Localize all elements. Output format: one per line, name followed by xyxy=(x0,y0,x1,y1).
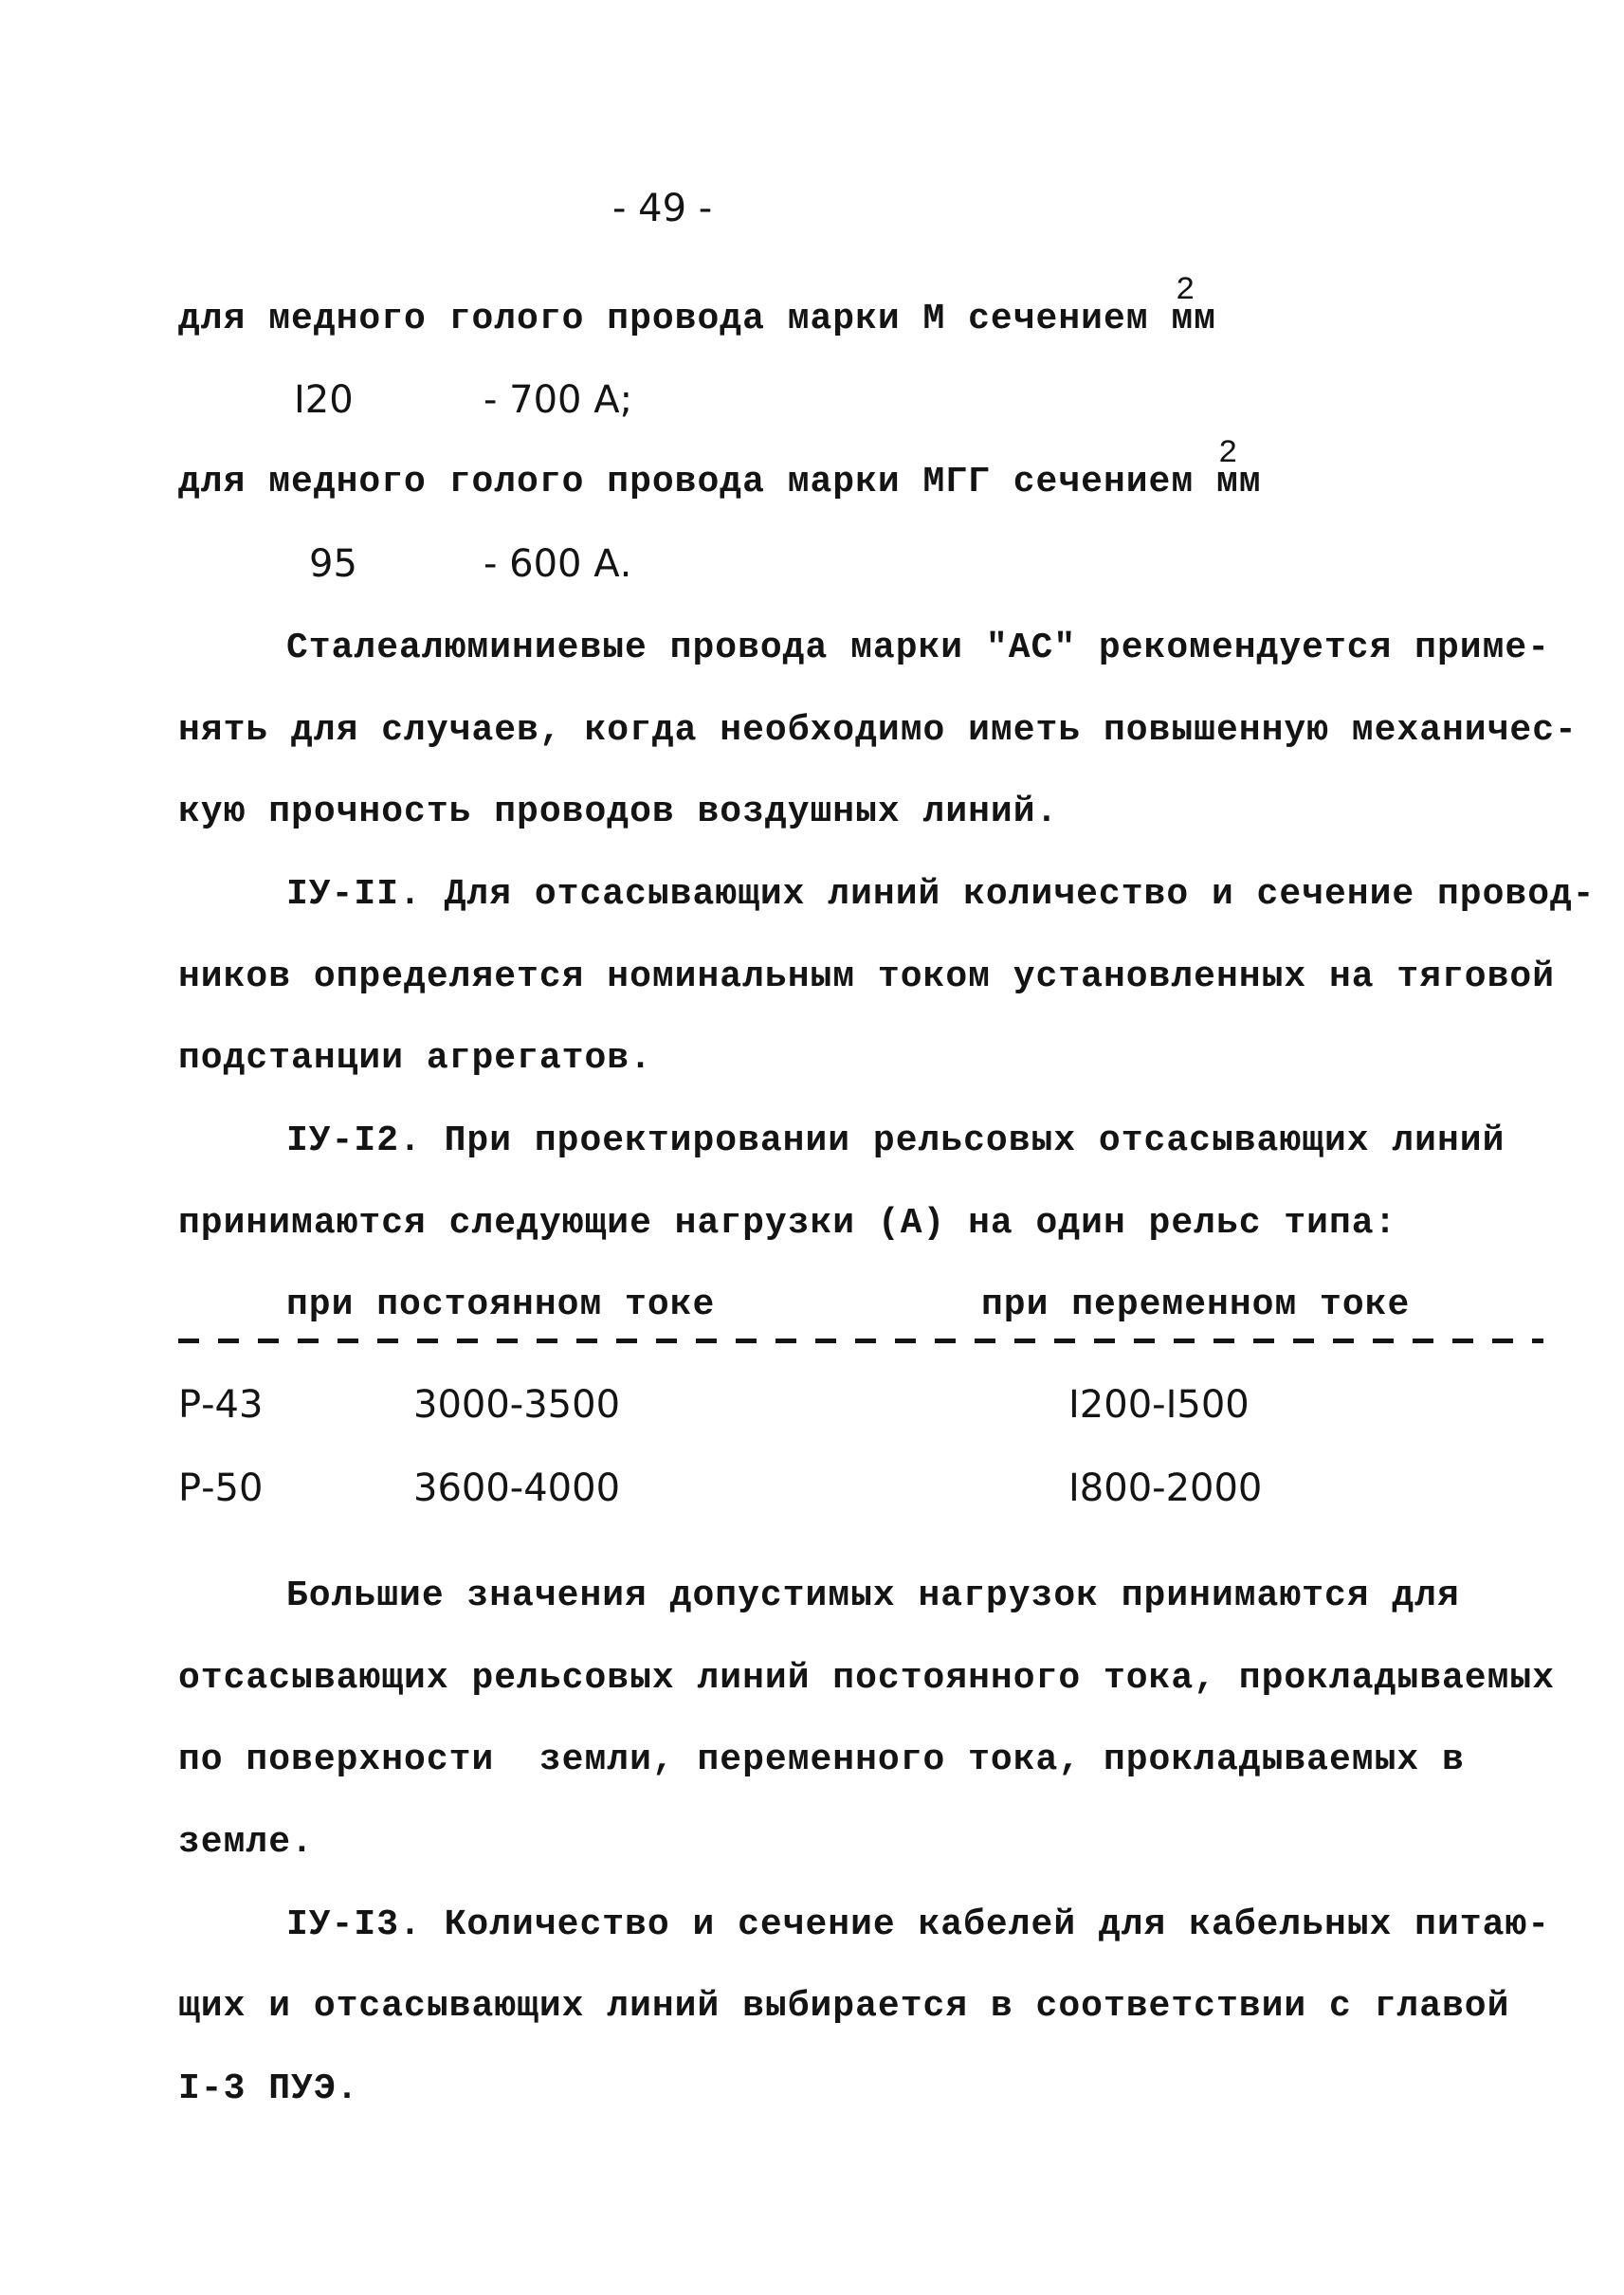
paragraph-big-line: Большие значения допустимых нагрузок принимаются для xyxy=(286,1576,1460,1616)
table-cell-rail: Р-50 xyxy=(178,1466,264,1510)
section-value: I20 xyxy=(294,378,354,422)
superscript-2: 2 xyxy=(1218,436,1239,472)
paragraph-iv11-line: IУ-II. Для отсасывающих линий количество и сечение провод- xyxy=(286,874,1596,915)
paragraph-big-line: отсасывающих рельсовых линий постоянного тока, прокладываемых xyxy=(178,1658,1556,1699)
paragraph-ac-line: кую прочность проводов воздушных линий. xyxy=(178,792,1059,832)
paragraph-iv12-line: принимаются следующие нагрузки (А) на один рельс типа: xyxy=(178,1203,1397,1244)
paragraph-iv13-line: щих и отсасывающих линий выбирается в соответствии с главой xyxy=(178,1986,1510,2027)
wire-line-mgg: для медного голого провода марки МГГ сечением мм xyxy=(178,462,1262,502)
current-value: - 700 А; xyxy=(484,378,633,422)
table-cell-ac: I800-2000 xyxy=(1068,1466,1263,1510)
paragraph-iv11-line: ников определяется номинальным током установленных на тяговой xyxy=(178,956,1556,997)
paragraph-ac-line: нять для случаев, когда необходимо иметь повышенную механичес- xyxy=(178,710,1578,751)
paragraph-iv13-line: I-3 ПУЭ. xyxy=(178,2068,359,2109)
section-value: 95 xyxy=(309,542,357,586)
paragraph-big-line: по поверхности земли, переменного тока, прокладываемых в xyxy=(178,1739,1465,1780)
current-value: - 600 А. xyxy=(484,542,632,586)
page-number: - 49 - xyxy=(612,187,713,230)
paragraph-iv13-line: IУ-I3. Количество и сечение кабелей для кабельных питаю- xyxy=(286,1904,1551,1945)
paragraph-iv12-line: IУ-I2. При проектировании рельсовых отсасывающих линий xyxy=(286,1120,1505,1161)
table-divider xyxy=(178,1339,1543,1343)
superscript-2: 2 xyxy=(1176,273,1196,309)
table-cell-dc: 3600-4000 xyxy=(413,1466,621,1510)
table-cell-ac: I200-I500 xyxy=(1068,1383,1250,1427)
wire-line-m: для медного голого провода марки М сечением мм xyxy=(178,299,1216,339)
paragraph-big-line: земле. xyxy=(178,1822,314,1863)
paragraph-ac-line: Сталеалюминиевые провода марки "АС" рекомендуется приме- xyxy=(286,628,1551,668)
table-cell-rail: Р-43 xyxy=(178,1383,264,1427)
table-header-dc: при постоянном токе xyxy=(286,1284,716,1325)
table-header-ac: при переменном токе xyxy=(981,1284,1411,1325)
paragraph-iv11-line: подстанции агрегатов. xyxy=(178,1038,652,1079)
table-cell-dc: 3000-3500 xyxy=(413,1383,621,1427)
